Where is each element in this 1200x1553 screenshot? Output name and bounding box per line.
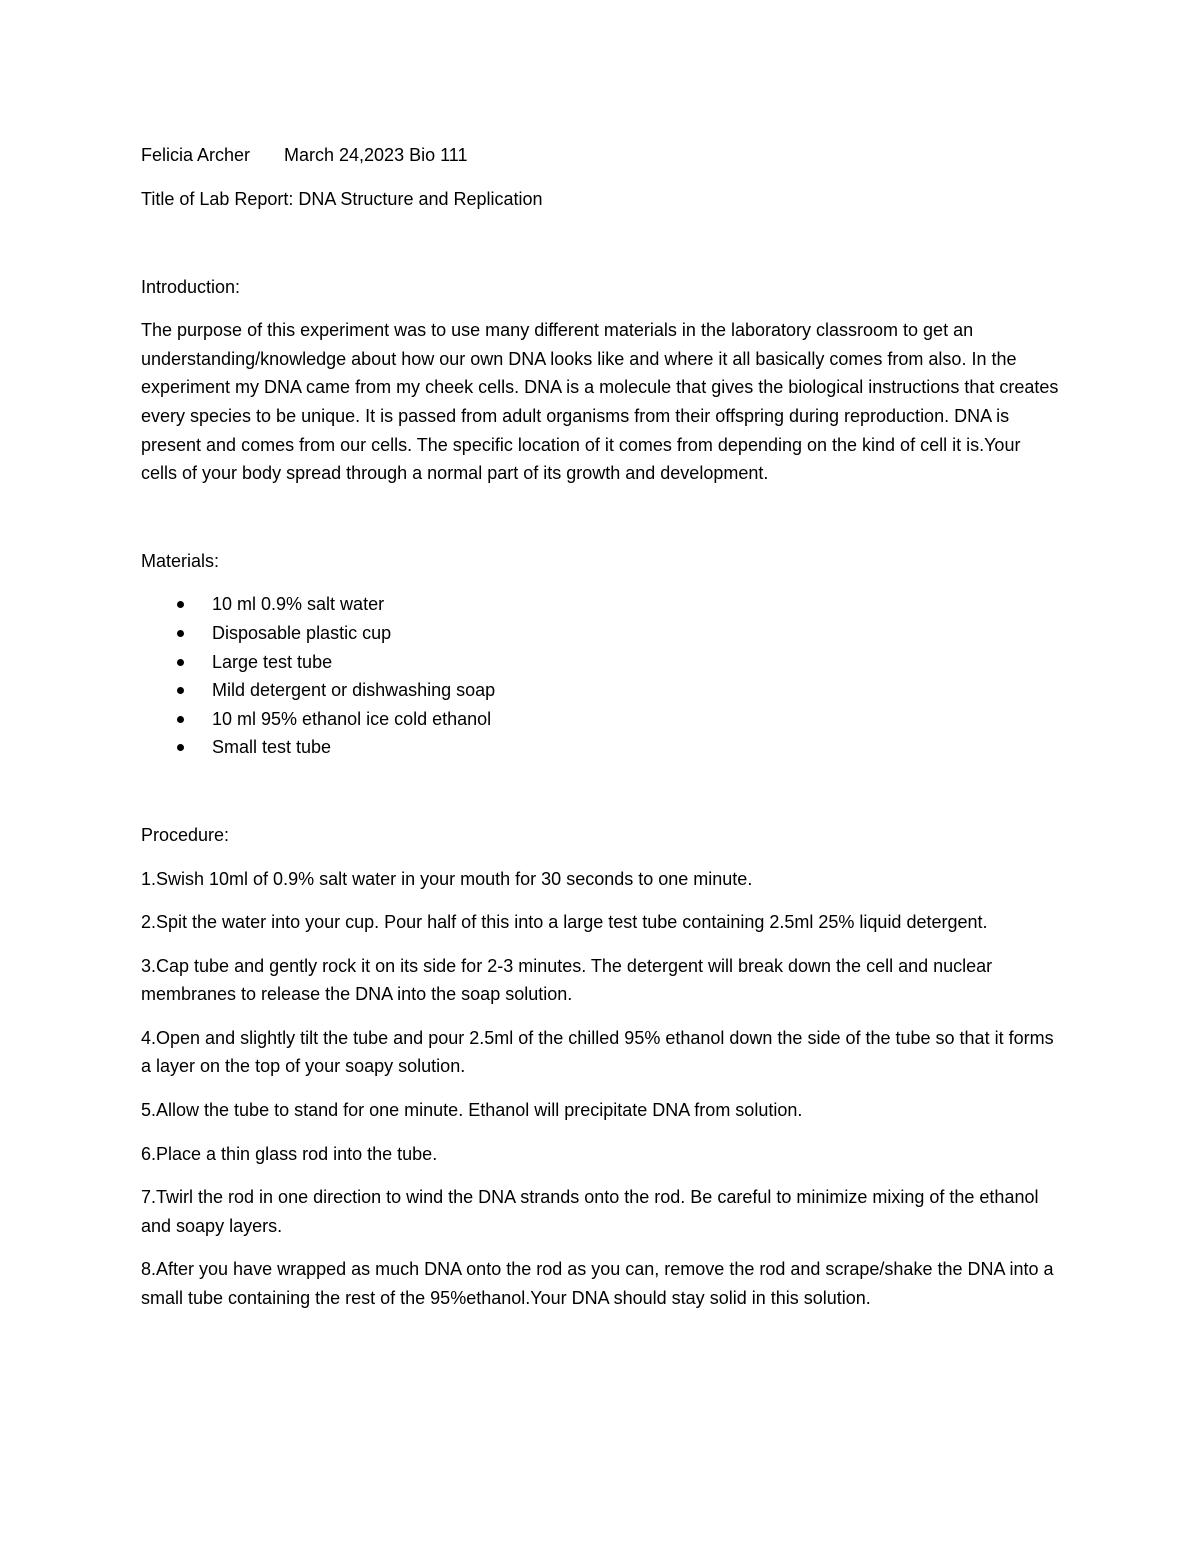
header-line bbox=[141, 141, 1061, 170]
materials-heading: Materials: bbox=[141, 550, 220, 571]
procedure-step: 1.Swish 10ml of 0.9% salt water in your mouth for 30 seconds to one minute. bbox=[141, 868, 753, 889]
materials-item bbox=[141, 705, 1061, 734]
document-body bbox=[141, 141, 1061, 1313]
bullet-icon bbox=[177, 601, 184, 608]
bullet-icon bbox=[177, 687, 184, 694]
report-title: Title of Lab Report: DNA Structure and Replication bbox=[141, 189, 543, 209]
materials-item bbox=[141, 733, 1061, 762]
introduction-heading: Introduction: bbox=[141, 276, 241, 297]
bullet-icon bbox=[177, 630, 184, 637]
materials-item bbox=[141, 676, 1061, 705]
introduction-body: The purpose of this experiment was to use many different materials in the laboratory classroom to get an understanding/knowledge about how our own DNA looks like and where it all basically comes from also. In the experiment my DNA came from my cheek cells. DNA is a molecule that gives the biological instructions that creates every species to be unique. It is passed from adult organisms from their offspring during reproduction. DNA is present and comes from our cells. The specific location of it comes from depending on the kind of cell it is.Your cells of your body spread through a normal part of its growth and development. bbox=[141, 320, 1059, 484]
bullet-icon bbox=[177, 744, 184, 751]
materials-item-text: Disposable plastic cup bbox=[212, 622, 392, 643]
procedure-step: 2.Spit the water into your cup. Pour half of this into a large test tube containing 2.5ml 25% liquid detergent. bbox=[141, 912, 988, 933]
bullet-icon bbox=[177, 659, 184, 666]
materials-item bbox=[141, 648, 1061, 677]
bullet-icon bbox=[177, 716, 184, 723]
author-name: Felicia Archer bbox=[141, 145, 251, 165]
procedure-step: 7.Twirl the rod in one direction to wind the DNA strands onto the rod. Be careful to minimize mixing of the ethanol and soapy layers. bbox=[141, 1187, 1039, 1236]
materials-item bbox=[141, 619, 1061, 648]
procedure-step: 8.After you have wrapped as much DNA onto the rod as you can, remove the rod and scrape/shake the DNA into a small tube containing the rest of the 95%ethanol.Your DNA should stay solid in this solution. bbox=[141, 1259, 1054, 1309]
materials-item-text: Large test tube bbox=[212, 651, 333, 672]
procedure-step: 3.Cap tube and gently rock it on its side for 2-3 minutes. The detergent will break down the cell and nuclear membranes to release the DNA into the soap solution. bbox=[141, 955, 993, 1005]
procedure-step: 4.Open and slightly tilt the tube and pour 2.5ml of the chilled 95% ethanol down the side of the tube so that it forms a layer on the top of your soapy solution. bbox=[141, 1027, 1054, 1077]
procedure-step: 5.Allow the tube to stand for one minute. Ethanol will precipitate DNA from solution. bbox=[141, 1100, 803, 1121]
procedure-heading: Procedure: bbox=[141, 824, 230, 845]
materials-list bbox=[141, 590, 1061, 762]
materials-item-text: Mild detergent or dishwashing soap bbox=[212, 680, 496, 701]
materials-item-text: 10 ml 95% ethanol ice cold ethanol bbox=[212, 708, 492, 729]
materials-item-text: 10 ml 0.9% salt water bbox=[212, 594, 385, 615]
materials-item bbox=[141, 590, 1061, 619]
date-course: March 24,2023 Bio 111 bbox=[284, 145, 468, 165]
materials-item-text: Small test tube bbox=[212, 737, 332, 758]
procedure-step: 6.Place a thin glass rod into the tube. bbox=[141, 1143, 438, 1164]
